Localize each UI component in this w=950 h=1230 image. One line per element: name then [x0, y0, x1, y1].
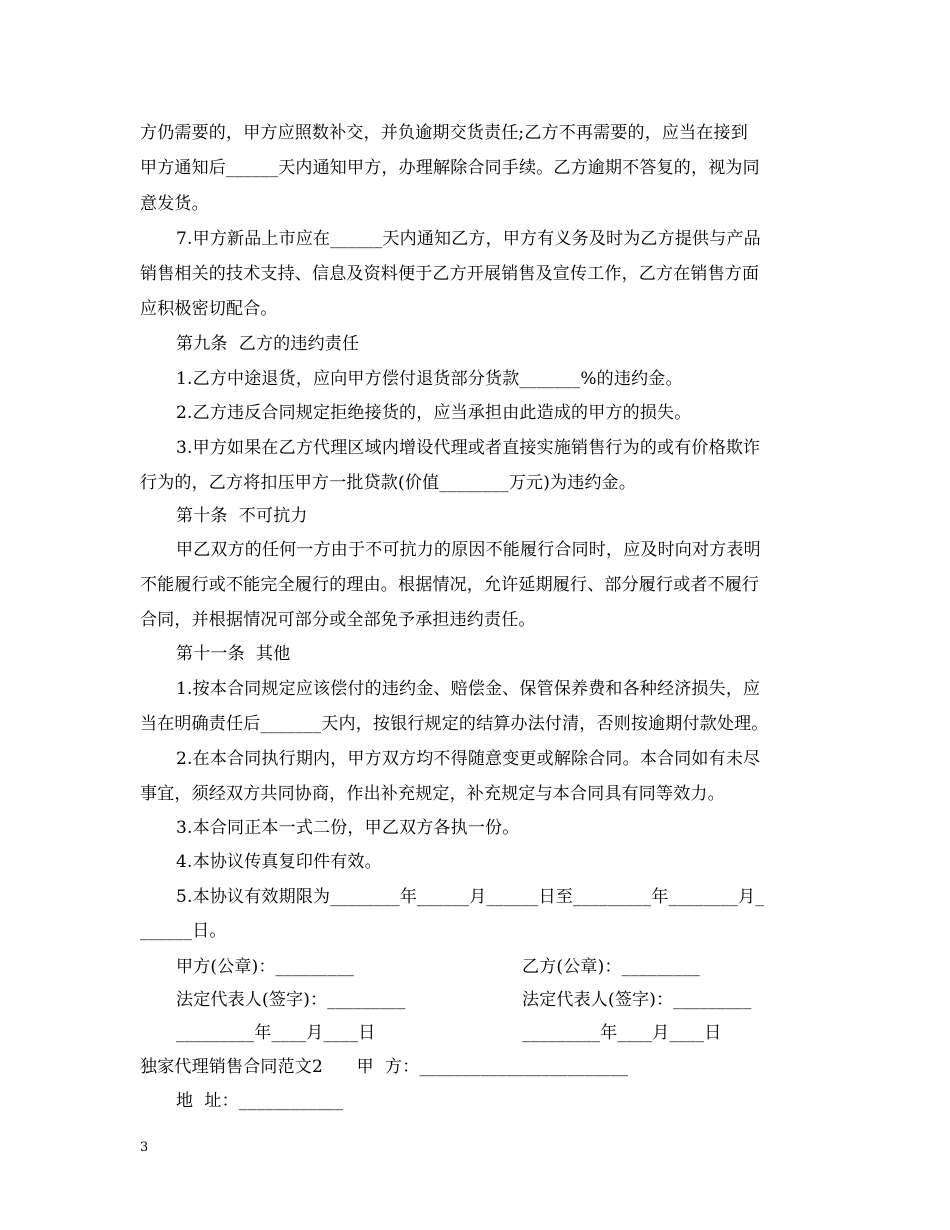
- party-a-date: _________年____月____日: [176, 1023, 376, 1043]
- section-heading: 第十一条 其他: [176, 644, 291, 664]
- page-number: 3: [140, 1140, 149, 1155]
- text-line: 意发货。: [140, 194, 209, 214]
- text-line: 7.甲方新品上市应在______天内通知乙方，甲方有义务及时为乙方提供与产品: [176, 229, 761, 249]
- party-a-seal: 甲方(公章)：_________: [176, 957, 354, 977]
- party-b-representative: 法定代表人(签字)：_________: [522, 990, 752, 1010]
- text-line: 方仍需要的，甲方应照数补交，并负逾期交货责任;乙方不再需要的，应当在接到: [140, 123, 748, 143]
- text-line: 行为的，乙方将扣压甲方一批贷款(价值________万元)为违约金。: [140, 473, 637, 493]
- text-line: 合同，并根据情况可部分或全部免予承担违约责任。: [140, 610, 536, 630]
- text-line: 销售相关的技术支持、信息及资料便于乙方开展销售及宣传工作，乙方在销售方面: [140, 264, 760, 284]
- section-heading: 第九条 乙方的违约责任: [176, 334, 360, 354]
- text-line: 3.甲方如果在乙方代理区域内增设代理或者直接实施销售行为的或有价格欺诈: [176, 438, 761, 458]
- party-a-representative: 法定代表人(签字)：_________: [176, 990, 406, 1010]
- text-line: 3.本合同正本一式二份，甲乙双方各执一份。: [176, 818, 520, 838]
- next-contract-title: 独家代理销售合同范文2 甲 方：________________________: [140, 1057, 629, 1077]
- text-line: 5.本协议有效期限为________年______月______日至_________年________月_: [176, 887, 765, 907]
- text-line: 1.乙方中途退货，应向甲方偿付退货部分货款_______%的违约金。: [176, 369, 683, 389]
- text-line: 甲乙双方的任何一方由于不可抗力的原因不能履行合同时，应及时向对方表明: [176, 540, 761, 560]
- party-b-seal: 乙方(公章)：_________: [522, 957, 700, 977]
- text-line: 2.在本合同执行期内，甲方双方均不得随意变更或解除合同。本合同如有未尽: [176, 749, 761, 769]
- text-line: 事宜，须经双方共同协商，作出补充规定，补充规定与本合同具有同等效力。: [140, 784, 725, 804]
- text-line: 2.乙方违反合同规定拒绝接货的，应当承担由此造成的甲方的损失。: [176, 403, 692, 423]
- text-line: 当在明确责任后_______天内，按银行规定的结算办法付清，否则按逾期付款处理。: [140, 714, 769, 734]
- text-line: ______日。: [140, 921, 227, 941]
- section-heading: 第十条 不可抗力: [176, 506, 308, 526]
- text-line: 应积极密切配合。: [140, 299, 278, 319]
- party-b-date: _________年____月____日: [522, 1023, 722, 1043]
- address-line: 地 址：____________: [176, 1091, 344, 1111]
- text-line: 不能履行或不能完全履行的理由。根据情况，允许延期履行、部分履行或者不履行: [140, 575, 760, 595]
- text-line: 甲方通知后______天内通知甲方，办理解除合同手续。乙方逾期不答复的，视为同: [140, 158, 760, 178]
- text-line: 4.本协议传真复印件有效。: [176, 852, 382, 872]
- text-line: 1.按本合同规定应该偿付的违约金、赔偿金、保管保养费和各种经济损失，应: [176, 679, 761, 699]
